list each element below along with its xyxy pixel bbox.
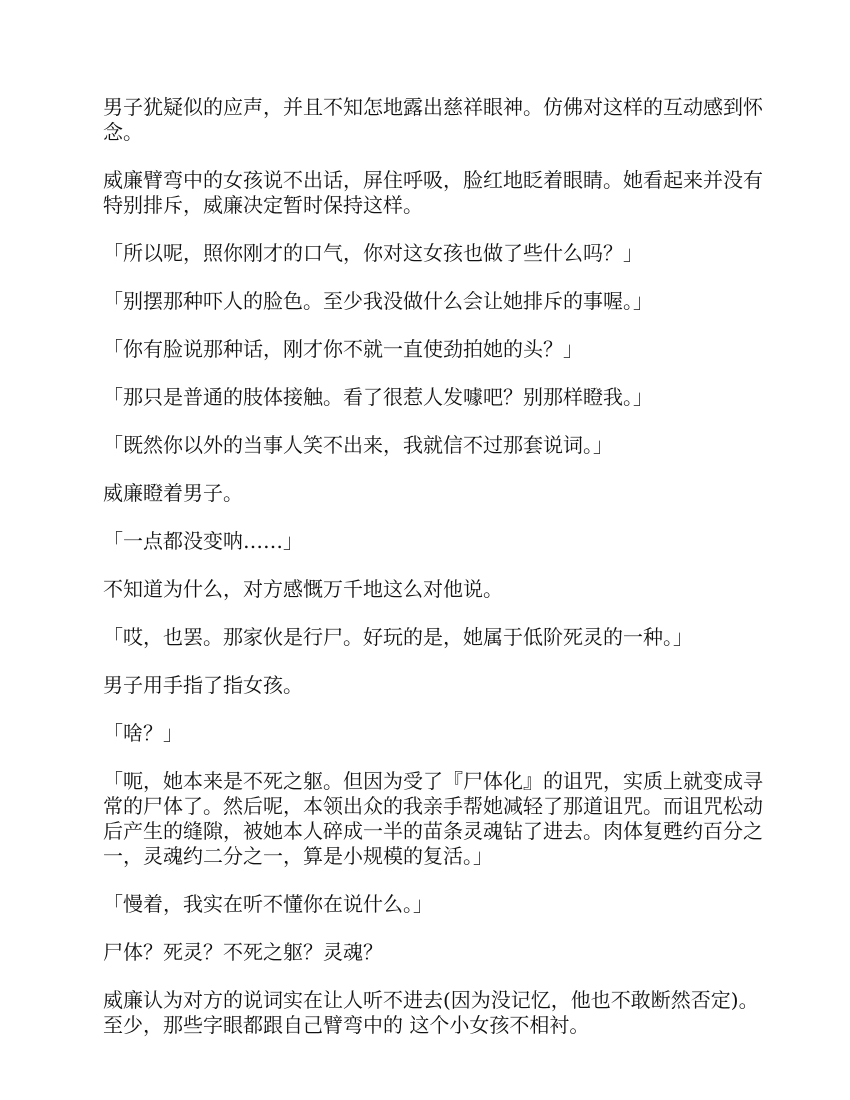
- paragraph: 威廉瞪着男子。: [103, 481, 243, 505]
- paragraph: 「一点都没变呐……」: [103, 529, 303, 553]
- paragraph: 「哎，也罢。那家伙是行尸。好玩的是，她属于低阶死灵的一种。」: [103, 625, 693, 649]
- paragraph: 男子犹疑似的应声，并且不知怎地露出慈祥眼神。仿佛对这样的互动感到怀念。: [103, 95, 763, 144]
- paragraph: 「那只是普通的肢体接触。看了很惹人发噱吧？别那样瞪我。」: [103, 385, 653, 409]
- paragraph: 男子用手指了指女孩。: [103, 673, 303, 697]
- paragraph: 威廉臂弯中的女孩说不出话，屏住呼吸，脸红地眨着眼睛。她看起来并没有特别排斥，威廉决定暂时保持这样。: [103, 168, 763, 217]
- paragraph: 「所以呢，照你刚才的口气，你对这女孩也做了些什么吗？」: [103, 241, 643, 265]
- paragraph: 「你有脸说那种话，刚才你不就一直使劲拍她的头？」: [103, 337, 583, 361]
- paragraph: 「别摆那种吓人的脸色。至少我没做什么会让她排斥的事喔。」: [103, 289, 653, 313]
- paragraph: 尸体？死灵？不死之躯？灵魂？: [103, 940, 383, 964]
- paragraph: 「啥？」: [103, 721, 183, 745]
- document-page: [103, 95, 763, 1061]
- paragraph: 「既然你以外的当事人笑不出来，我就信不过那套说词。」: [103, 433, 613, 457]
- paragraph: 不知道为什么，对方感慨万千地这么对他说。: [103, 577, 503, 601]
- paragraph: 威廉认为对方的说词实在让人听不进去(因为没记忆，他也不敢断然否定)。至少，那些字眼都跟自己臂弯中的 这个小女孩不相衬。: [103, 988, 759, 1037]
- paragraph: 「呃，她本来是不死之躯。但因为受了『尸体化』的诅咒，实质上就变成寻常的尸体了。然后呢，本领出众的我亲手帮她减轻了那道诅咒。而诅咒松动后产生的缝隙，被她本人碎成一半的苗条灵魂钻了进去。肉体复甦约百分之 一，灵魂约二分之一，算是小规模的复活。」: [103, 769, 763, 868]
- paragraph: 「慢着，我实在听不懂你在说什么。」: [103, 892, 433, 916]
